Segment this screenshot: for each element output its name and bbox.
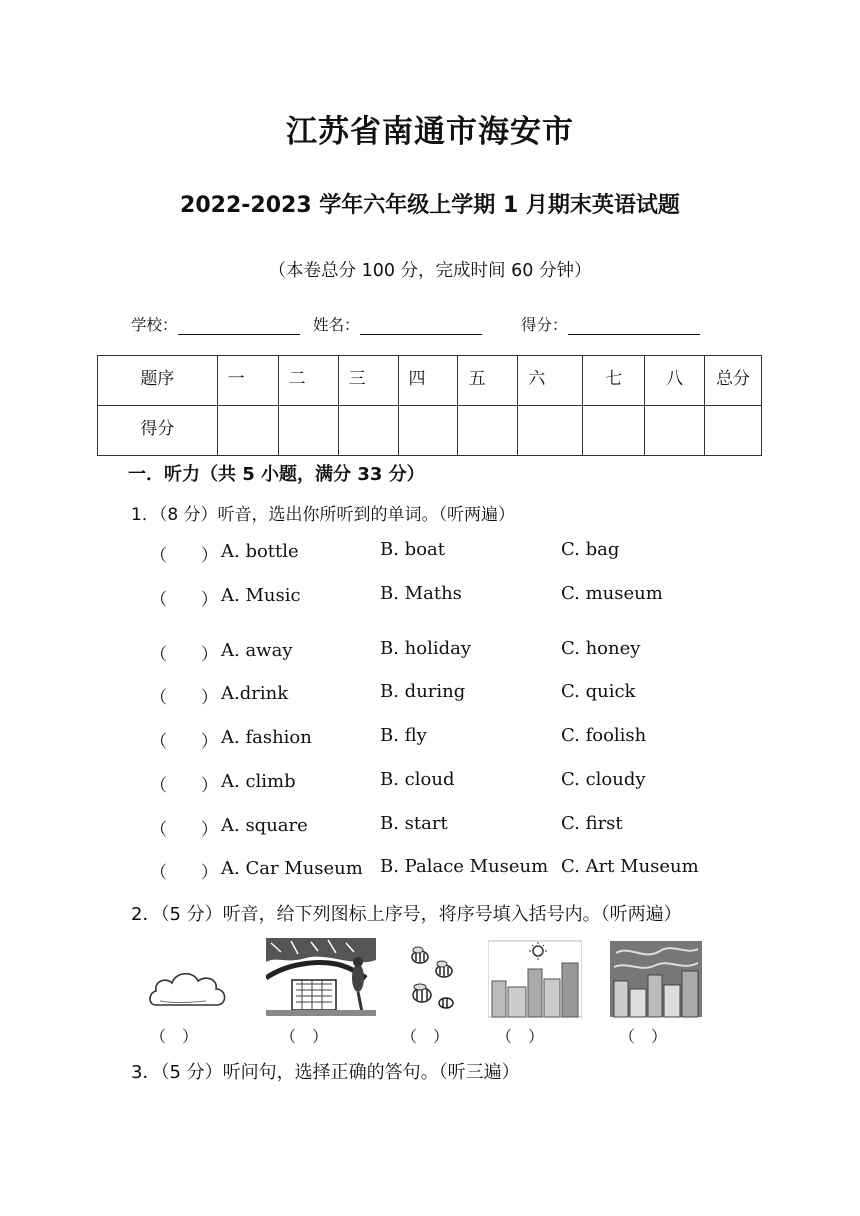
school-field	[131, 313, 300, 335]
option-a: A. bottle	[221, 541, 299, 562]
picture-answer-bracket[interactable]: （ ）	[496, 1027, 545, 1046]
option-b: B. start	[380, 813, 448, 834]
table-cell: 二	[278, 356, 338, 406]
bird-tree-picture	[266, 938, 376, 1016]
option-b: B. holiday	[380, 638, 472, 659]
answer-bracket[interactable]: （ ）	[150, 645, 218, 665]
table-cell: 总分	[705, 356, 762, 406]
score-cell[interactable]	[217, 406, 278, 456]
score-cell[interactable]	[338, 406, 398, 456]
option-a: A.drink	[221, 683, 289, 704]
table-cell: 一	[217, 356, 278, 406]
option-c: C. museum	[561, 583, 663, 604]
answer-bracket[interactable]: （ ）	[150, 776, 218, 796]
score-table	[97, 355, 762, 456]
option-b: B. cloud	[380, 769, 455, 790]
question-1-prompt: 1．（8 分）听音，选出你所听到的单词。（听两遍）	[131, 505, 516, 525]
score-cell[interactable]	[398, 406, 458, 456]
table-cell: 四	[398, 356, 458, 406]
option-b: B. fly	[380, 725, 427, 746]
option-b: B. Maths	[380, 583, 462, 604]
option-c: C. cloudy	[561, 769, 646, 790]
score-label: 得分：	[521, 316, 568, 334]
question-2-prompt: 2．（5 分）听音，给下列图标上序号，将序号填入括号内。（听两遍）	[131, 904, 682, 925]
option-c: C. quick	[561, 681, 636, 702]
table-cell: 七	[583, 356, 645, 406]
table-cell: 五	[458, 356, 518, 406]
score-cell[interactable]	[278, 406, 338, 456]
cloud-picture	[146, 952, 230, 1030]
option-c: C. Art Museum	[561, 856, 699, 877]
option-a: A. Music	[221, 585, 301, 606]
answer-bracket[interactable]: （ ）	[150, 688, 218, 708]
table-cell: 题序	[98, 356, 218, 406]
table-cell: 得分	[98, 406, 218, 456]
name-label: 姓名：	[313, 316, 360, 334]
score-cell[interactable]	[518, 406, 583, 456]
option-a: A. square	[221, 815, 308, 836]
score-field	[521, 313, 700, 335]
section-heading: 一．听力（共 5 小题，满分 33 分）	[128, 464, 425, 485]
windy-city-picture	[610, 940, 702, 1018]
picture-answer-bracket[interactable]: （ ）	[619, 1027, 668, 1046]
score-table-header-row	[98, 356, 762, 406]
table-cell: 六	[518, 356, 583, 406]
option-a: A. Car Museum	[221, 858, 363, 879]
score-cell[interactable]	[458, 406, 518, 456]
page-title: 江苏省南通市海安市	[286, 114, 574, 150]
score-note: （本卷总分 100 分，完成时间 60 分钟）	[268, 261, 592, 281]
bees-picture	[404, 940, 460, 1018]
school-label: 学校：	[131, 316, 178, 334]
picture-answer-bracket[interactable]: （ ）	[401, 1027, 450, 1046]
picture-answer-bracket[interactable]: （ ）	[150, 1027, 199, 1046]
option-b: B. boat	[380, 539, 445, 560]
score-blank	[568, 318, 700, 335]
option-b: B. during	[380, 681, 466, 702]
score-cell[interactable]	[705, 406, 762, 456]
option-a: A. away	[221, 640, 293, 661]
score-cell[interactable]	[583, 406, 645, 456]
option-c: C. honey	[561, 638, 641, 659]
option-c: C. foolish	[561, 725, 647, 746]
option-b: B. Palace Museum	[380, 856, 549, 877]
answer-bracket[interactable]: （ ）	[150, 820, 218, 840]
sunny-city-picture	[488, 940, 582, 1018]
option-c: C. first	[561, 813, 623, 834]
score-cell[interactable]	[645, 406, 705, 456]
answer-bracket[interactable]: （ ）	[150, 732, 218, 752]
exam-subtitle: 2022-2023 学年六年级上学期 1 月期末英语试题	[180, 193, 680, 218]
table-cell: 八	[645, 356, 705, 406]
answer-bracket[interactable]: （ ）	[150, 546, 218, 566]
option-a: A. climb	[221, 771, 296, 792]
answer-bracket[interactable]: （ ）	[150, 590, 218, 610]
score-table-score-row	[98, 406, 762, 456]
option-c: C. bag	[561, 539, 620, 560]
school-blank	[178, 318, 300, 335]
picture-answer-bracket[interactable]: （ ）	[280, 1027, 329, 1046]
table-cell: 三	[338, 356, 398, 406]
question-3-prompt: 3．（5 分）听问句，选择正确的答句。（听三遍）	[131, 1062, 520, 1083]
answer-bracket[interactable]: （ ）	[150, 863, 218, 883]
name-blank	[360, 318, 482, 335]
option-a: A. fashion	[221, 727, 312, 748]
name-field	[313, 313, 482, 335]
